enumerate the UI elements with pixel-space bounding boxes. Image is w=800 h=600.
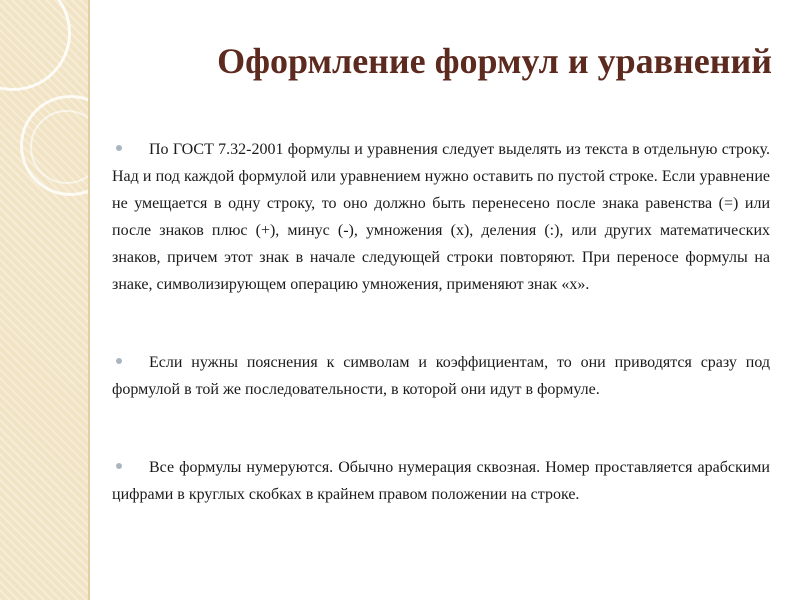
bullet-icon — [116, 145, 122, 151]
slide-content — [112, 136, 770, 508]
slide-title: Оформление формул и уравнений — [217, 41, 772, 81]
bullet-icon — [116, 358, 122, 364]
decorative-side-band — [0, 0, 90, 600]
bullet-text: Если нужны пояснения к символам и коэффициентам, то они приводятся сразу под формулой в той же последовательности, в которой они идут в формуле. — [112, 354, 770, 398]
bullet-icon — [116, 463, 122, 469]
bullet-text: Все формулы нумеруются. Обычно нумерация сквозная. Номер проставляется арабскими цифрами в круглых скобках в крайнем правом положении на строке. — [112, 459, 770, 503]
bullet-paragraph — [112, 454, 770, 508]
bullet-text: По ГОСТ 7.32-2001 формулы и уравнения следует выделять из текста в отдельную строку. Над и под каждой формулой или уравнением нужно оставить по пустой строке. Если уравнение не умещается в одну строку, то оно должно быть перенесено после знака равенства (=) или после знаков плюс (+), минус (-), умножения (х), деления (:), или других математических знаков, причем этот знак в начале следующей строки повторяют. При переносе формулы на знаке, символизирующем операцию умножения, применяют знак «х». — [112, 141, 770, 293]
bullet-paragraph — [112, 349, 770, 403]
decorative-circle — [0, 0, 71, 91]
bullet-paragraph — [112, 136, 770, 298]
